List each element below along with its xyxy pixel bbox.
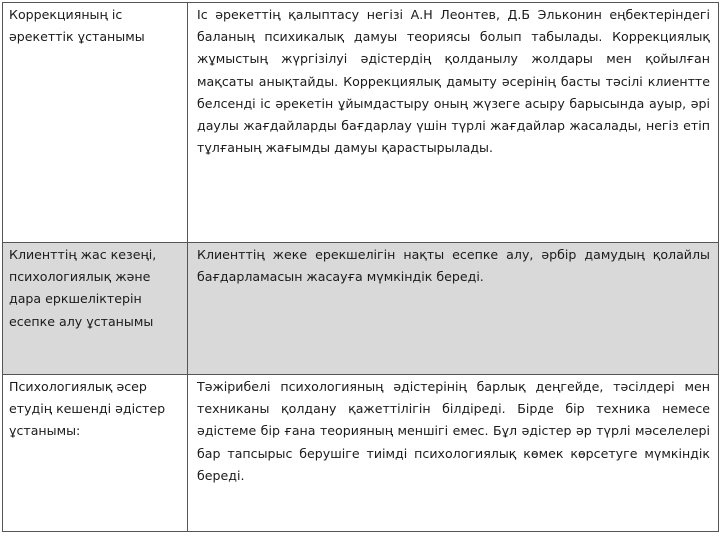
description-text: Клиенттің жеке ерекшелігін нақты есепке алу, әрбір дамудың қолайлы бағдарламасын жасауға мүмкіндік береді. [197, 247, 710, 285]
principle-text: Клиенттің жас кезеңі, психологиялық және дара еркшеліктерін есепке алу ұстанымы [9, 247, 157, 329]
table-row [3, 243, 719, 375]
description-cell [188, 375, 719, 532]
principle-text: Психологиялық әсер етудің кешенді әдістер ұстанымы: [9, 379, 166, 439]
principles-table [2, 2, 719, 532]
table-row [3, 3, 719, 243]
principle-text: Коррекцияның іс әрекеттік ұстанымы [9, 7, 145, 45]
principle-cell [3, 3, 188, 243]
principle-cell [3, 375, 188, 532]
description-text: Іс әрекеттің қалыптасу негізі А.Н Леонтев, Д.Б Эльконин еңбектеріндегі баланың психикалық дамуы теориясы болып табылады. Коррекциялық жұмыстың жүргізілуі әдістердің қолданылу жолдары мен қойылған мақсаты анықтайды. Коррекциялық дамыту әсерінің басты тәсілі клиентте белсенді іс әрекетін ұйымдастыру оның жүзеге асыру барысында ауыр, әрі даулы жағдайларды бағдарлау үшін түрлі жағдайлар жасалады, негіз етіп тұлғаның жағымды дамуы қарастырылады. [197, 7, 710, 156]
table-row [3, 375, 719, 532]
description-text: Тәжірибелі психологияның әдістерінің барлық деңгейде, тәсілдері мен техниканы қолдану қажеттілігін білдіреді. Бірде бір техника немесе әдістеме бір ғана теорияның меншігі емес. Бұл әдістер әр түрлі мәселелері бар тапсырыс берушіге тиімді психологиялық көмек көрсетуге мүмкіндік береді. [197, 379, 710, 483]
principle-cell [3, 243, 188, 375]
description-cell [188, 3, 719, 243]
description-cell [188, 243, 719, 375]
